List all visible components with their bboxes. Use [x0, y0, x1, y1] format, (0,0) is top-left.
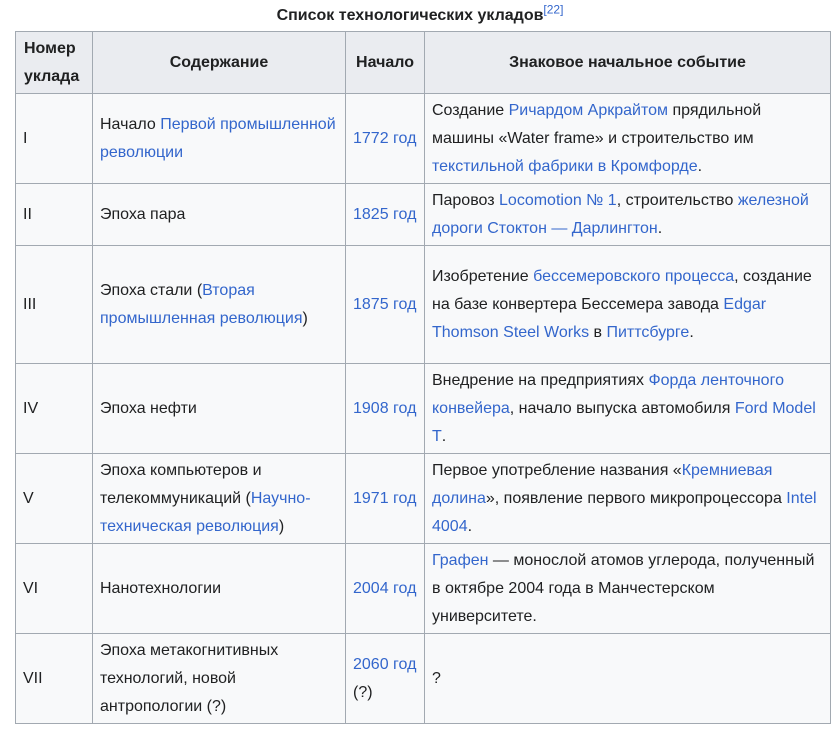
content-text: Нанотехнологии [100, 579, 222, 597]
cell-event [425, 544, 831, 634]
event-text: Изобретение [432, 267, 534, 285]
event-link[interactable]: Locomotion № 1 [499, 191, 617, 209]
start-year-link[interactable]: 1971 год [353, 489, 417, 507]
event-text: Создание [432, 101, 509, 119]
header-number [16, 32, 93, 94]
table-body [16, 94, 831, 724]
event-link[interactable]: Ричардом Аркрайтом [508, 101, 669, 119]
technology-modes-table [15, 31, 831, 724]
header-number-line-2: уклада [24, 67, 80, 85]
event-text: », появление первого микропроцессора [485, 489, 787, 507]
cell-number: VII [16, 634, 93, 724]
cell-content [93, 454, 346, 544]
start-year-link[interactable]: 1772 год [353, 129, 417, 147]
event-text: . [467, 517, 473, 535]
event-text: в [589, 323, 607, 341]
event-text: . [441, 427, 447, 445]
cell-event [425, 94, 831, 184]
cell-number: II [16, 184, 93, 246]
event-text: — монослой атомов углерода, полученный в октябре 2004 года в Манчестерском университете. [432, 551, 815, 625]
header-number-line-1: Номер [24, 39, 76, 57]
cell-content [93, 94, 346, 184]
event-link[interactable]: железной дороги Стоктон — Дарлингтон [432, 191, 809, 237]
event-link[interactable]: текстильной фабрики в Кромфорде [432, 157, 698, 175]
start-year-link[interactable]: 2004 год [353, 579, 417, 597]
header-row [16, 32, 831, 94]
event-text: . [697, 157, 703, 175]
content-text-suffix: ) [278, 517, 285, 535]
start-year-link[interactable]: 1908 год [353, 399, 417, 417]
table-row [16, 634, 831, 724]
table-row [16, 544, 831, 634]
event-text: , создание на базе конвертера Бессемера завода [432, 267, 812, 313]
table-row [16, 184, 831, 246]
cell-start [346, 246, 425, 364]
event-text: , начало выпуска автомобиля [509, 399, 735, 417]
event-text: ? [432, 669, 441, 687]
table-caption [0, 4, 840, 28]
reference-link[interactable]: [22] [543, 2, 564, 17]
table-row [16, 454, 831, 544]
start-year-link[interactable]: 2060 год [353, 655, 417, 673]
event-text: Первое употребление названия « [432, 461, 682, 479]
event-link[interactable]: бессемеровского процесса [533, 267, 735, 285]
cell-content [93, 184, 346, 246]
cell-start [346, 364, 425, 454]
content-text: Эпоха стали ( [100, 281, 203, 299]
event-link[interactable]: Edgar Thomson Steel Works [432, 295, 767, 341]
cell-content [93, 246, 346, 364]
content-text: Эпоха метакогнитивных технологий, новой антропологии (?) [100, 641, 279, 715]
table-row [16, 94, 831, 184]
table-row [16, 364, 831, 454]
event-link[interactable]: Ford Model T [432, 399, 816, 445]
cell-content [93, 544, 346, 634]
cell-start [346, 544, 425, 634]
event-text: Паровоз [432, 191, 500, 209]
cell-event [425, 454, 831, 544]
caption-text: Список технологических укладов [276, 7, 544, 24]
header-event: Знаковое начальное событие [425, 32, 831, 94]
event-link[interactable]: Форда ленточного конвейера [432, 371, 784, 417]
event-link[interactable]: Графен [432, 551, 489, 569]
event-text: , строительство [616, 191, 738, 209]
content-text: Эпоха компьютеров и телекоммуникаций ( [100, 461, 262, 507]
cell-start [346, 184, 425, 246]
event-text: . [657, 219, 663, 237]
cell-event [425, 246, 831, 364]
cell-number: III [16, 246, 93, 364]
event-link[interactable]: Intel 4004 [432, 489, 817, 535]
event-text: Внедрение на предприятиях [432, 371, 649, 389]
cell-start [346, 634, 425, 724]
content-text: Эпоха нефти [100, 399, 197, 417]
content-text: Эпоха пара [100, 205, 186, 223]
cell-start [346, 94, 425, 184]
cell-number: IV [16, 364, 93, 454]
content-link[interactable]: Научно-техническая революция [100, 489, 311, 535]
cell-content [93, 634, 346, 724]
cell-event [425, 634, 831, 724]
content-link[interactable]: Вторая промышленная революция [100, 281, 303, 327]
cell-start [346, 454, 425, 544]
cell-number: VI [16, 544, 93, 634]
table-row [16, 246, 831, 364]
content-text-suffix: ) [302, 309, 308, 327]
header-content: Содержание [93, 32, 346, 94]
cell-content [93, 364, 346, 454]
start-year-link[interactable]: 1825 год [353, 205, 417, 223]
content-text: Начало [100, 115, 161, 133]
header-start: Начало [346, 32, 425, 94]
cell-number: I [16, 94, 93, 184]
content-link[interactable]: Первой промышленной революции [100, 115, 336, 161]
cell-event [425, 364, 831, 454]
cell-event [425, 184, 831, 246]
cell-number: V [16, 454, 93, 544]
start-year-link[interactable]: 1875 год [353, 295, 417, 313]
event-text: . [689, 323, 694, 341]
event-text: прядильной машины «Water frame» и строительство им [432, 101, 762, 147]
start-year-suffix: (?) [353, 683, 373, 701]
event-link[interactable]: Питтсбурге [606, 323, 690, 341]
event-link[interactable]: Кремниевая долина [432, 461, 773, 507]
